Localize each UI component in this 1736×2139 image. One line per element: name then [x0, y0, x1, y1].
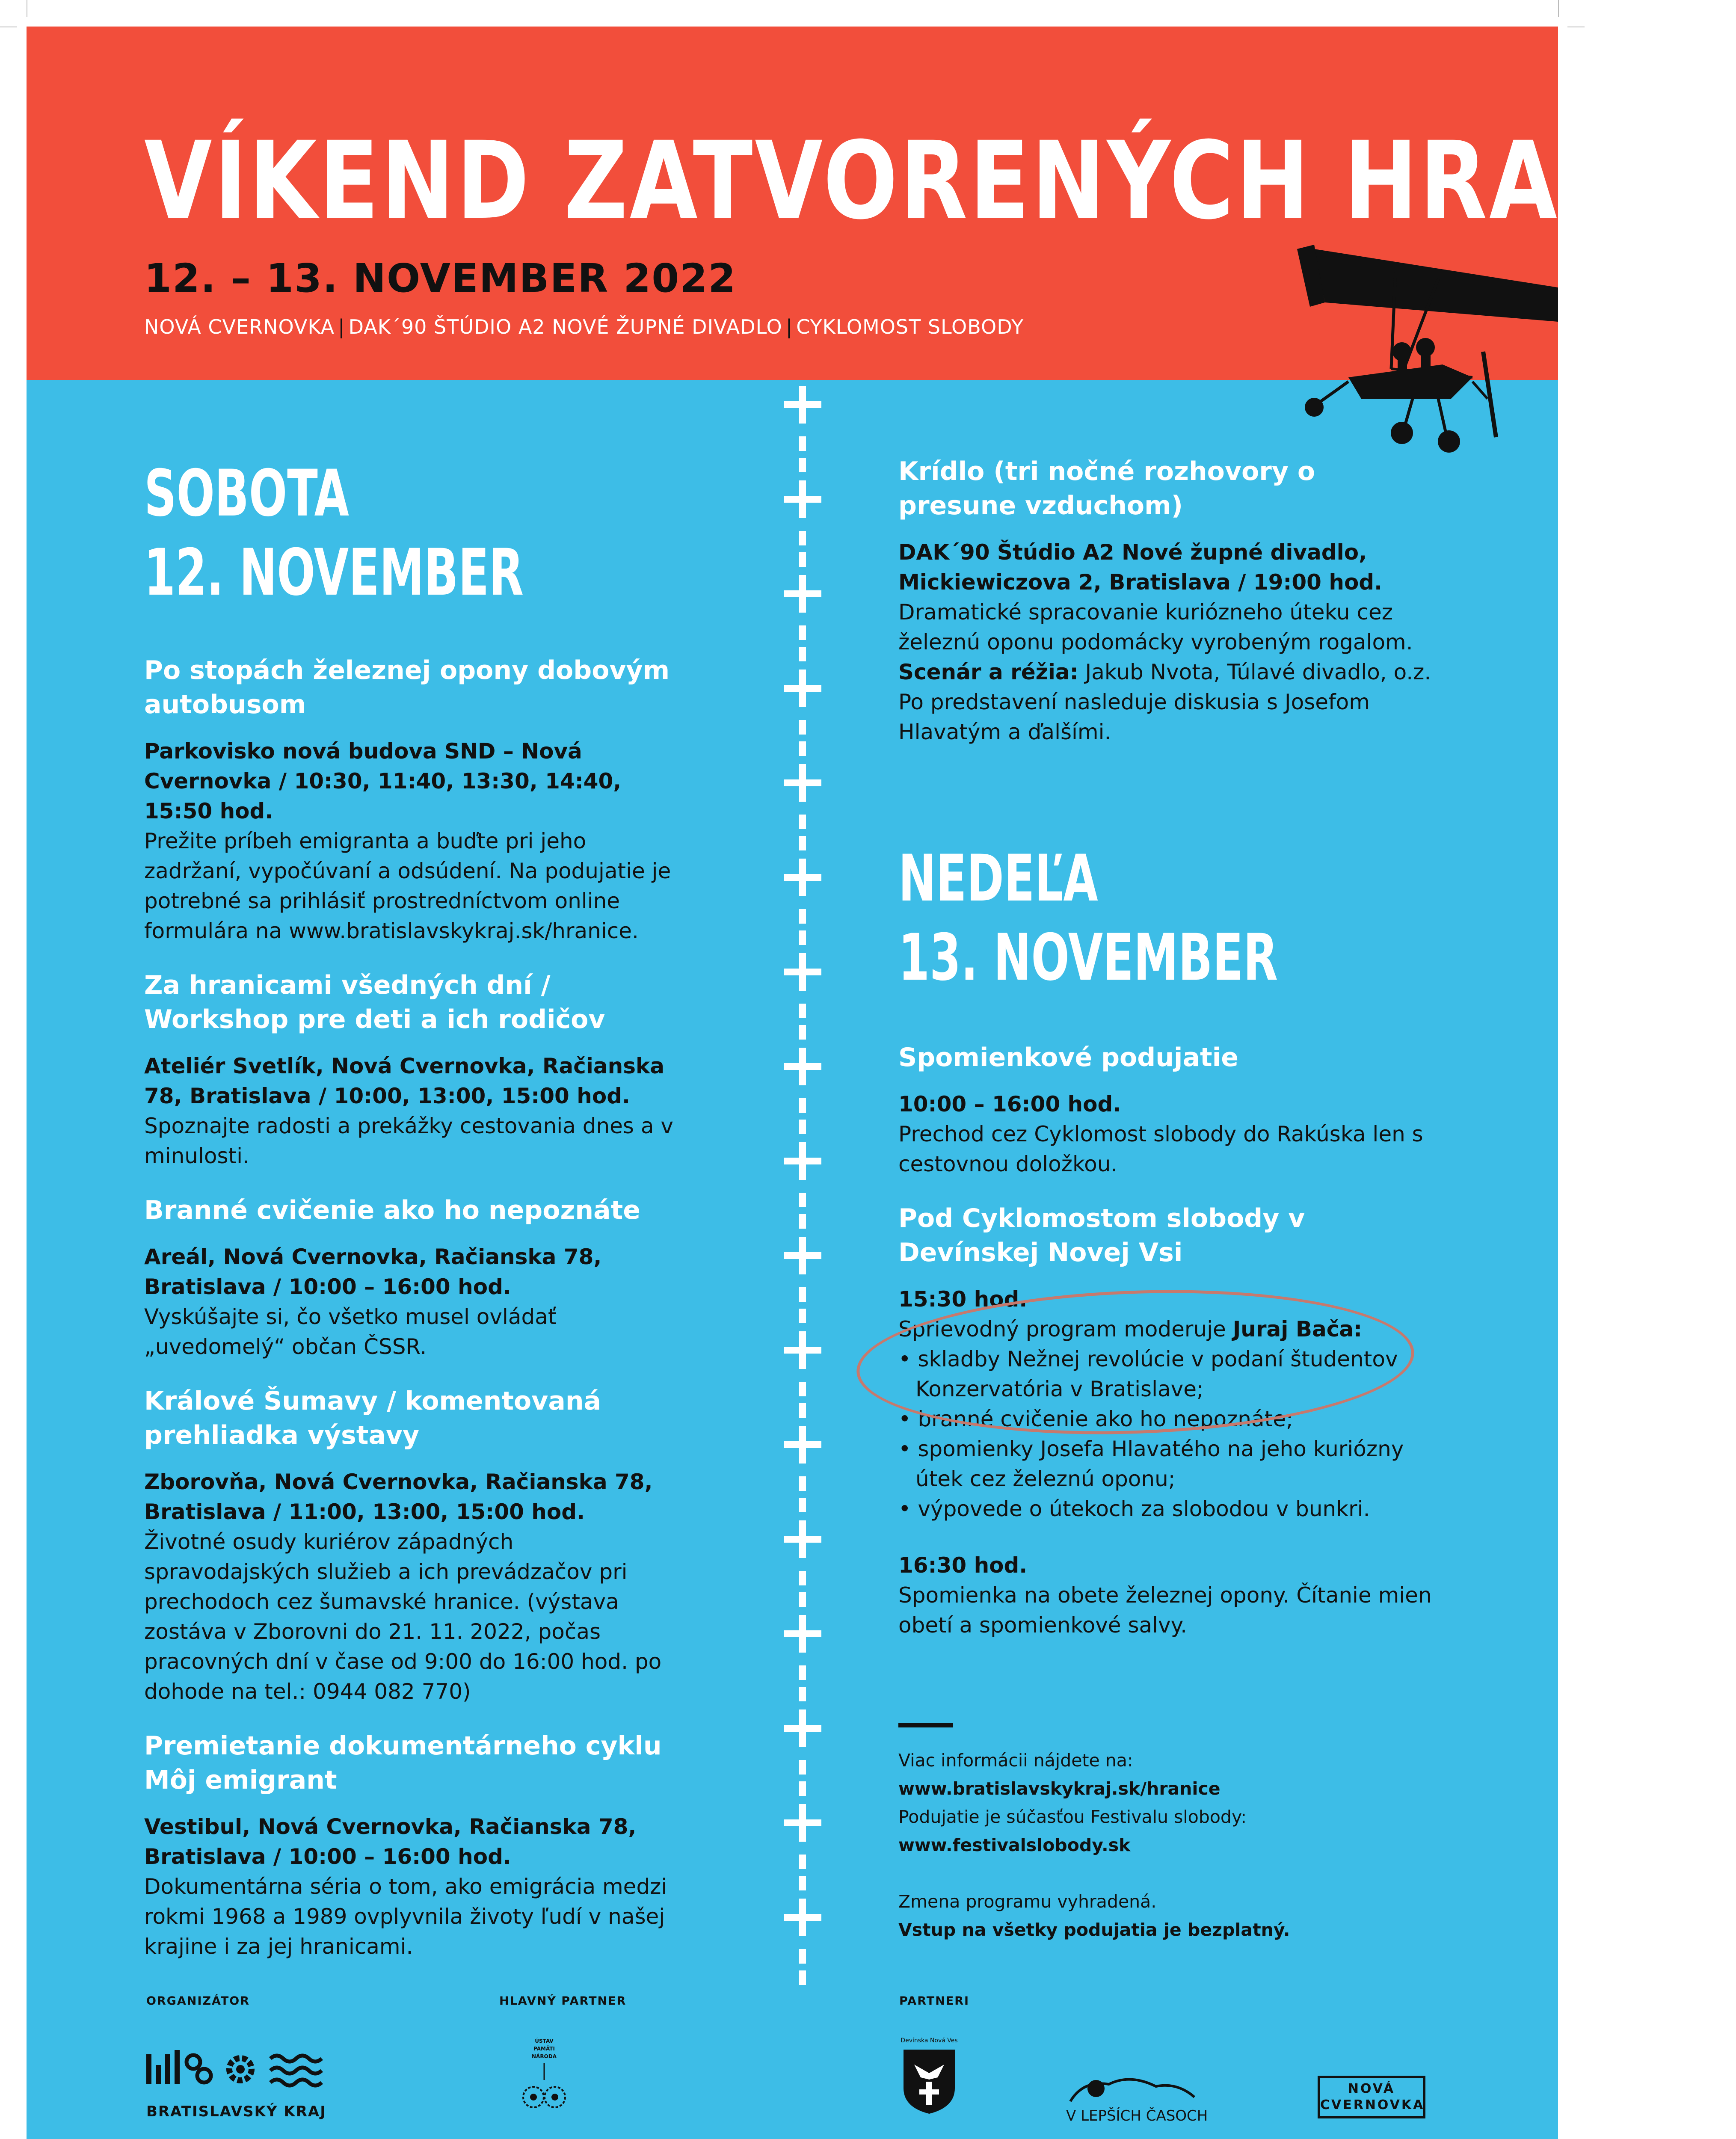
event-note: Po predstavení nasleduje diskusia s Josefom Hlavatým a ďalšími.	[898, 690, 1370, 744]
plus-cross-icon	[784, 1426, 821, 1464]
spine-dash	[799, 1214, 806, 1229]
spine-dash	[799, 1970, 806, 1985]
event-time: 10:00 – 16:00 hod.	[898, 1092, 1121, 1117]
event-location-time: Zborovňa, Nová Cvernovka, Račianska 78, Bratislava / 11:00, 13:00, 15:00 hod.	[144, 1469, 653, 1524]
info-line: Viac informácii nájdete na:	[898, 1750, 1133, 1771]
plus-cross-icon	[784, 1615, 821, 1653]
event-block	[144, 968, 683, 1171]
event-title: Za hranicami všedných dní / Workshop pre deti a ich rodičov	[144, 970, 605, 1034]
spine-dash	[799, 720, 806, 735]
spine-dash	[799, 1855, 806, 1869]
logo-text: CVERNOVKA	[1320, 2098, 1425, 2112]
venue-item: CYKLOMOST SLOBODY	[796, 315, 1024, 338]
event-description: Dramatické spracovanie kuriózneho úteku cez železnú oponu podomácky vyrobeným rogalom.	[898, 600, 1413, 655]
list-item: • skladby Nežnej revolúcie v podaní študentov Konzervatória v Bratislave;	[898, 1347, 1398, 1401]
day-heading	[144, 454, 524, 613]
event-title: Pod Cyklomostom slobody v Devínskej Novej Vsi	[898, 1203, 1305, 1268]
partners-label: PARTNERI	[899, 1994, 970, 2008]
spine-dash	[799, 1498, 806, 1512]
spine-dash	[799, 815, 806, 829]
spine-dash	[799, 1760, 806, 1775]
info-url-link[interactable]: www.bratislavskykraj.sk/hranice	[898, 1778, 1221, 1799]
venue-item: DAK´90 ŠTÚDIO A2 NOVÉ ŽUPNÉ DIVADLO	[348, 315, 782, 338]
spine-dash	[799, 1949, 806, 1964]
spine-dash	[799, 1098, 806, 1113]
spine-dash	[799, 1287, 806, 1302]
venue-item: NOVÁ CVERNOVKA	[144, 315, 335, 338]
plus-cross-icon	[784, 1331, 821, 1369]
venue-list	[144, 315, 1024, 338]
spine-dash	[799, 436, 806, 451]
spine-dash	[799, 836, 806, 850]
spine-dash	[799, 1309, 806, 1323]
hang-glider-trike-icon	[1250, 198, 1558, 454]
spine-dash	[799, 1665, 806, 1680]
venue-separator: |	[338, 315, 345, 338]
plus-cross-icon	[784, 1520, 821, 1558]
spine-dash	[799, 1193, 806, 1207]
spine-dash	[799, 1687, 806, 1701]
spine-dash	[799, 1876, 806, 1890]
plus-cross-icon	[784, 1237, 821, 1274]
day-heading	[898, 839, 1278, 998]
plus-cross-icon	[784, 764, 821, 802]
plus-cross-icon	[784, 386, 821, 424]
event-block	[898, 454, 1437, 747]
plus-cross-icon	[784, 1048, 821, 1085]
spine-dash	[799, 1476, 806, 1491]
devinska-nova-ves-logo	[899, 2037, 959, 2131]
plus-cross-icon	[784, 670, 821, 707]
spine-dash	[799, 1403, 806, 1418]
event-description: Dokumentárna séria o tom, ako emigrácia medzi rokmi 1968 a 1989 ovplyvnila životy ľudí v našej krajine i za jej hranicami.	[144, 1874, 667, 1959]
cloud-arc-icon	[1058, 2076, 1220, 2106]
event-time: 16:30 hod.	[898, 1553, 1028, 1578]
spine-dash	[799, 625, 806, 640]
saturday-evening-event	[898, 454, 1437, 769]
spine-dash	[799, 531, 806, 545]
spine-dash	[799, 552, 806, 567]
event-title: Králové Šumavy / komentovaná prehliadka výstavy	[144, 1386, 601, 1450]
plus-cross-icon	[784, 859, 821, 896]
list-item: • spomienky Josefa Hlavatého na jeho kuriózny útek cez železnú oponu;	[898, 1437, 1404, 1491]
day-date: 12. NOVEMBER	[144, 536, 524, 610]
upn-mark-icon	[514, 2063, 574, 2114]
plus-cross-icon	[784, 1804, 821, 1842]
event-block	[144, 1729, 683, 1961]
event-title: Krídlo (tri nočné rozhovory o presune vzduchom)	[898, 456, 1315, 521]
info-line-bold: Vstup na všetky podujatia je bezplatný.	[898, 1920, 1290, 1940]
spine-dash	[799, 1592, 806, 1607]
organizer-label: ORGANIZÁTOR	[146, 1994, 250, 2008]
event-description: Spoznajte radosti a prekážky cestovania dnes a v minulosti.	[144, 1114, 673, 1168]
spine-dash	[799, 1571, 806, 1585]
event-title: Po stopách železnej opony dobovým autobusom	[144, 655, 670, 720]
poster-title: VÍKEND ZATVORENÝCH HRANÍC	[144, 119, 1736, 243]
spine-dash	[799, 741, 806, 756]
event-block	[144, 1384, 683, 1706]
main-partner-label: HLAVNÝ PARTNER	[499, 1994, 627, 2008]
event-description: Prežite príbeh emigranta a buďte pri jeho zadržaní, vypočúvaní a odsúdení. Na podujatie je potrebné sa prihlásiť prostredníctvom online formulára na www.bratislavskykraj.sk/hranice.	[144, 829, 671, 943]
spine-dash	[799, 1025, 806, 1040]
list-item: • branné cvičenie ako ho nepoznáte;	[898, 1407, 1293, 1431]
plus-cross-icon	[784, 1709, 821, 1747]
event-block	[898, 1040, 1437, 1179]
info-line: Podujatie je súčasťou Festivalu slobody:	[898, 1807, 1247, 1827]
spine-dash	[799, 1120, 806, 1134]
crop-mark	[1558, 0, 1559, 17]
poster	[27, 27, 1736, 2139]
event-dates: 12. – 13. NOVEMBER 2022	[144, 255, 737, 301]
plus-cross-icon	[784, 1142, 821, 1180]
event-location-time: Vestibul, Nová Cvernovka, Račianska 78, Bratislava / 10:00 – 16:00 hod.	[144, 1814, 637, 1869]
logo-text: V LEPŠÍCH ČASOCH	[1066, 2107, 1208, 2124]
logo-text: ÚSTAV PAMÄTI NÁRODA	[531, 2038, 557, 2059]
event-description: Prechod cez Cyklomost slobody do Rakúska len s cestovnou doložkou.	[898, 1122, 1423, 1176]
logo-text: Devínska Nová Ves	[901, 2037, 958, 2044]
event-description: Vyskúšajte si, čo všetko musel ovládať „uvedomelý“ občan ČSSR.	[144, 1304, 557, 1359]
event-block	[144, 653, 683, 946]
spine-dash	[799, 1382, 806, 1396]
event-block	[144, 1193, 683, 1362]
event-location-time: Parkovisko nová budova SND – Nová Cvernovka / 10:30, 11:40, 13:30, 14:40, 15:50 hod.	[144, 739, 622, 824]
event-time: 15:30 hod.	[898, 1287, 1028, 1312]
bsk-mark-icon	[146, 2046, 335, 2097]
day-name: NEDEĽA	[898, 841, 1098, 916]
venue-separator: |	[785, 315, 793, 338]
spine-dash	[799, 1004, 806, 1018]
spine-dash	[799, 458, 806, 472]
event-location-time: DAK´90 Štúdio A2 Nové župné divadlo, Mickiewiczova 2, Bratislava / 19:00 hod.	[898, 540, 1383, 595]
bratislavsky-kraj-logo	[146, 2046, 335, 2131]
list-item: • výpovede o útekoch za slobodou v bunkri.	[898, 1496, 1370, 1521]
intro-text: Sprievodný program moderuje	[898, 1317, 1233, 1342]
moderator-name: Juraj Bača:	[1232, 1317, 1363, 1342]
spine-dash	[799, 930, 806, 945]
spine-dash	[799, 647, 806, 661]
nova-cvernovka-logo	[1318, 2076, 1425, 2118]
day-name: SOBOTA	[144, 456, 349, 531]
plus-cross-icon	[784, 953, 821, 991]
info-block	[898, 1746, 1455, 1944]
info-line: Zmena programu vyhradená.	[898, 1891, 1157, 1912]
event-credits	[898, 657, 1437, 687]
logo-text: BRATISLAVSKÝ KRAJ	[146, 2103, 326, 2120]
plus-cross-icon	[784, 1899, 821, 1936]
spine-dash	[799, 1781, 806, 1796]
credit-label: Scenár a réžia:	[898, 660, 1078, 684]
coat-of-arms-icon	[901, 2047, 957, 2116]
event-location-time: Ateliér Svetlík, Nová Cvernovka, Račianska 78, Bratislava / 10:00, 13:00, 15:00 hod.	[144, 1054, 664, 1108]
info-url-link[interactable]: www.festivalslobody.sk	[898, 1835, 1131, 1855]
v-lepsich-casoch-logo	[1058, 2076, 1220, 2131]
logo-text: NOVÁ	[1348, 2081, 1395, 2096]
spine-dash	[799, 909, 806, 924]
event-description: Životné osudy kuriérov západných spravodajských služieb a ich prevádzačov pri prechodoch cez šumavské hranice. (výstava zostáva v Zborovni do 21. 11. 2022, počas pracovných dní v čase od 9:00 do 16:00 hod. po dohode na tel.: 0944 082 770)	[144, 1529, 662, 1704]
event-title: Branné cvičenie ako ho nepoznáte	[144, 1195, 640, 1225]
event-title: Premietanie dokumentárneho cyklu Môj emigrant	[144, 1731, 662, 1795]
saturday-events	[144, 653, 683, 1984]
plus-cross-icon	[784, 480, 821, 518]
day-date: 13. NOVEMBER	[898, 921, 1278, 995]
event-location-time: Areál, Nová Cvernovka, Račianska 78, Bratislava / 10:00 – 16:00 hod.	[144, 1244, 602, 1299]
plus-cross-icon	[784, 575, 821, 613]
credit-value: Jakub Nvota, Túlavé divadlo, o.z.	[1078, 660, 1431, 684]
divider-rule	[898, 1723, 953, 1727]
event-description: Spomienka na obete železnej opony. Čítanie mien obetí a spomienkové salvy.	[898, 1583, 1432, 1638]
ustav-pamati-naroda-logo	[514, 2037, 574, 2136]
event-title: Spomienkové podujatie	[898, 1043, 1238, 1072]
